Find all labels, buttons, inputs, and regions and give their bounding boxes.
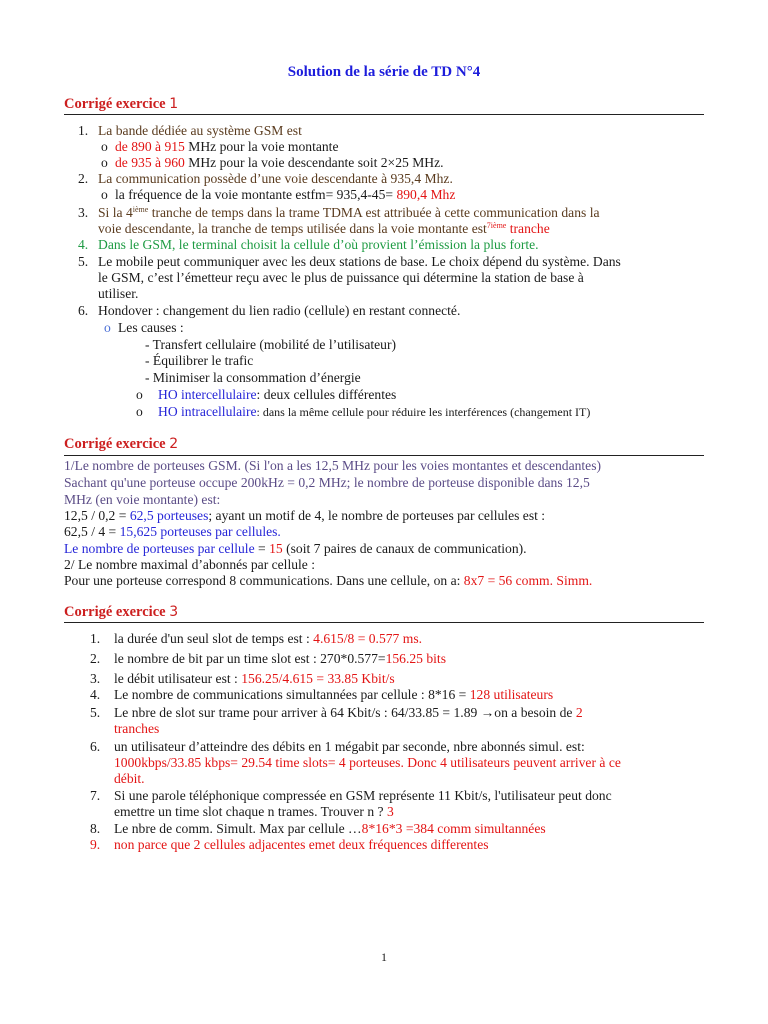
item-6-number: 6. xyxy=(78,303,89,318)
item-2-number: 2. xyxy=(78,171,89,186)
item-1-text: La bande dédiée au système GSM est xyxy=(98,123,302,138)
q5-number: 5. xyxy=(90,705,101,720)
section-divider xyxy=(64,114,704,115)
ex2-line: Pour une porteuse correspond 8 communications. Dans une cellule, on a: 8x7 = 56 comm. Simm. xyxy=(64,573,593,588)
section-heading-label: Corrigé exercice xyxy=(64,96,166,112)
cause-item: - Transfert cellulaire (mobilité de l’utilisateur) xyxy=(145,337,397,352)
q2-number: 2. xyxy=(90,651,101,666)
q6-text-cont: 1000kbps/33.85 kbps= 29.54 time slots= 4 porteuses. Donc 4 utilisateurs peuvent arriver à ce xyxy=(114,755,621,770)
q1-text: la durée d'un seul slot de temps est : 4.615/8 = 0.577 ms. xyxy=(114,631,423,646)
section-heading-label: Corrigé exercice xyxy=(64,436,166,452)
q4-text: Le nombre de communications simultannées par cellule : 8*16 = 128 utilisateurs xyxy=(114,687,554,702)
item-2-text: La communication possède d’une voie descendante à 935,4 Mhz. xyxy=(98,171,453,186)
circle-bullet-icon: o xyxy=(101,139,108,154)
q6-number: 6. xyxy=(90,739,101,754)
section-heading-ex3 xyxy=(64,604,178,621)
q6-text: un utilisateur d’atteindre des débits en 1 mégabit par seconde, nbre abonnés simul. est: xyxy=(114,739,585,754)
cause-item: - Équilibrer le trafic xyxy=(145,353,254,368)
q4-number: 4. xyxy=(90,687,101,702)
circle-bullet-icon: o xyxy=(101,155,108,170)
page-number: 1 xyxy=(381,950,387,964)
q1-number: 1. xyxy=(90,631,101,646)
item-3-text-cont: voie descendante, la tranche de temps utilisée dans la voie montante est$^{7ième}$ tranche xyxy=(98,221,550,236)
list-item: o de 890 à 915 MHz pour la voie montante xyxy=(101,139,339,154)
item-3-text: Si la 4ième tranche de temps dans la trame TDMA est attribuée à cette communication dans la xyxy=(98,205,600,220)
section-heading-label: Corrigé exercice xyxy=(64,604,166,620)
item-6-text: Hondover : changement du lien radio (cellule) en restant connecté. xyxy=(98,303,461,318)
q3-number: 3. xyxy=(90,671,101,686)
q2-text: le nombre de bit par un time slot est : 270*0.577=156.25 bits xyxy=(114,651,446,666)
q6-text-cont: débit. xyxy=(114,771,145,786)
list-item: o la fréquence de la voie montante estfm= 935,4-45= 890,4 Mhz xyxy=(101,187,456,202)
item-4-text: Dans le GSM, le terminal choisit la cellule d’où provient l’émission la plus forte. xyxy=(98,237,539,252)
circle-bullet-icon: o xyxy=(101,187,108,202)
ex2-line: Le nombre de porteuses par cellule = 15 (soit 7 paires de canaux de communication). xyxy=(64,541,527,556)
section-number: 2 xyxy=(169,436,179,452)
item-5-text: Le mobile peut communiquer avec les deux stations de base. Le choix dépend du système. Dans xyxy=(98,254,621,269)
q5-text: Le nbre de slot sur trame pour arriver à 64 Kbit/s : 64/33.85 = 1.89 →on a besoin de 2 xyxy=(114,705,583,720)
item-5-text-cont: le GSM, c’est l’émetteur reçu avec le plus de puissance qui détermine la station de base à xyxy=(98,270,584,285)
section-divider xyxy=(64,455,704,456)
q5-text-cont: tranches xyxy=(114,721,160,736)
item-3-number: 3. xyxy=(78,205,89,220)
circle-bullet-icon: o xyxy=(136,404,143,419)
q9-text: non parce que 2 cellules adjacentes emet deux fréquences differentes xyxy=(114,837,489,852)
page-title: Solution de la série de TD N°4 xyxy=(287,64,481,80)
q3-text: le débit utilisateur est : 156.25/4.615 = 33.85 Kbit/s xyxy=(114,671,395,686)
ex2-line: 2/ Le nombre maximal d’abonnés par cellule : xyxy=(64,557,316,572)
q8-text: Le nbre de comm. Simult. Max par cellule …8*16*3 =384 comm simultannées xyxy=(114,821,546,836)
item-4-number: 4. xyxy=(78,237,89,252)
ex2-line: Sachant qu'une porteuse occupe 200kHz = 0,2 MHz; le nombre de porteuse disponible dans 12,5 xyxy=(64,475,590,490)
section-heading-ex2 xyxy=(64,436,178,453)
circle-bullet-icon: o xyxy=(136,387,143,402)
cause-item: - Minimiser la consommation d’énergie xyxy=(145,370,361,385)
q8-number: 8. xyxy=(90,821,101,836)
item-5-number: 5. xyxy=(78,254,89,269)
section-number: 3 xyxy=(169,604,179,620)
ex2-line: 62,5 / 4 = 15,625 porteuses par cellules. xyxy=(64,524,281,539)
section-divider xyxy=(64,622,704,623)
q7-number: 7. xyxy=(90,788,101,803)
item-1-number: 1. xyxy=(78,123,89,138)
causes-label: o Les causes : xyxy=(104,320,184,335)
circle-bullet-icon: o xyxy=(104,320,111,335)
list-item: o de 935 à 960 MHz pour la voie descendante soit 2×25 MHz. xyxy=(101,155,444,170)
section-heading-ex1 xyxy=(64,96,178,113)
q7-text-cont: emettre un time slot chaque n trames. Trouver n ? 3 xyxy=(114,804,394,819)
ho-intra-item: o HO intracellulaire: dans la même cellule pour réduire les interférences (changement IT) xyxy=(136,404,591,419)
ex2-line: MHz (en voie montante) est: xyxy=(64,492,221,507)
q7-text: Si une parole téléphonique compressée en GSM représente 11 Kbit/s, l'utilisateur peut donc xyxy=(114,788,612,803)
item-5-text-cont: utiliser. xyxy=(98,286,139,301)
ex2-line: 12,5 / 0,2 = 62,5 porteuses; ayant un motif de 4, le nombre de porteuses par cellules est : xyxy=(64,508,546,523)
ex2-line: 1/Le nombre de porteuses GSM. (Si l'on a les 12,5 MHz pour les voies montantes et descendantes) xyxy=(64,458,602,473)
section-number: 1 xyxy=(169,96,179,112)
q9-number: 9. xyxy=(90,837,101,852)
ho-inter-item: o HO intercellulaire: deux cellules différentes xyxy=(136,387,397,402)
